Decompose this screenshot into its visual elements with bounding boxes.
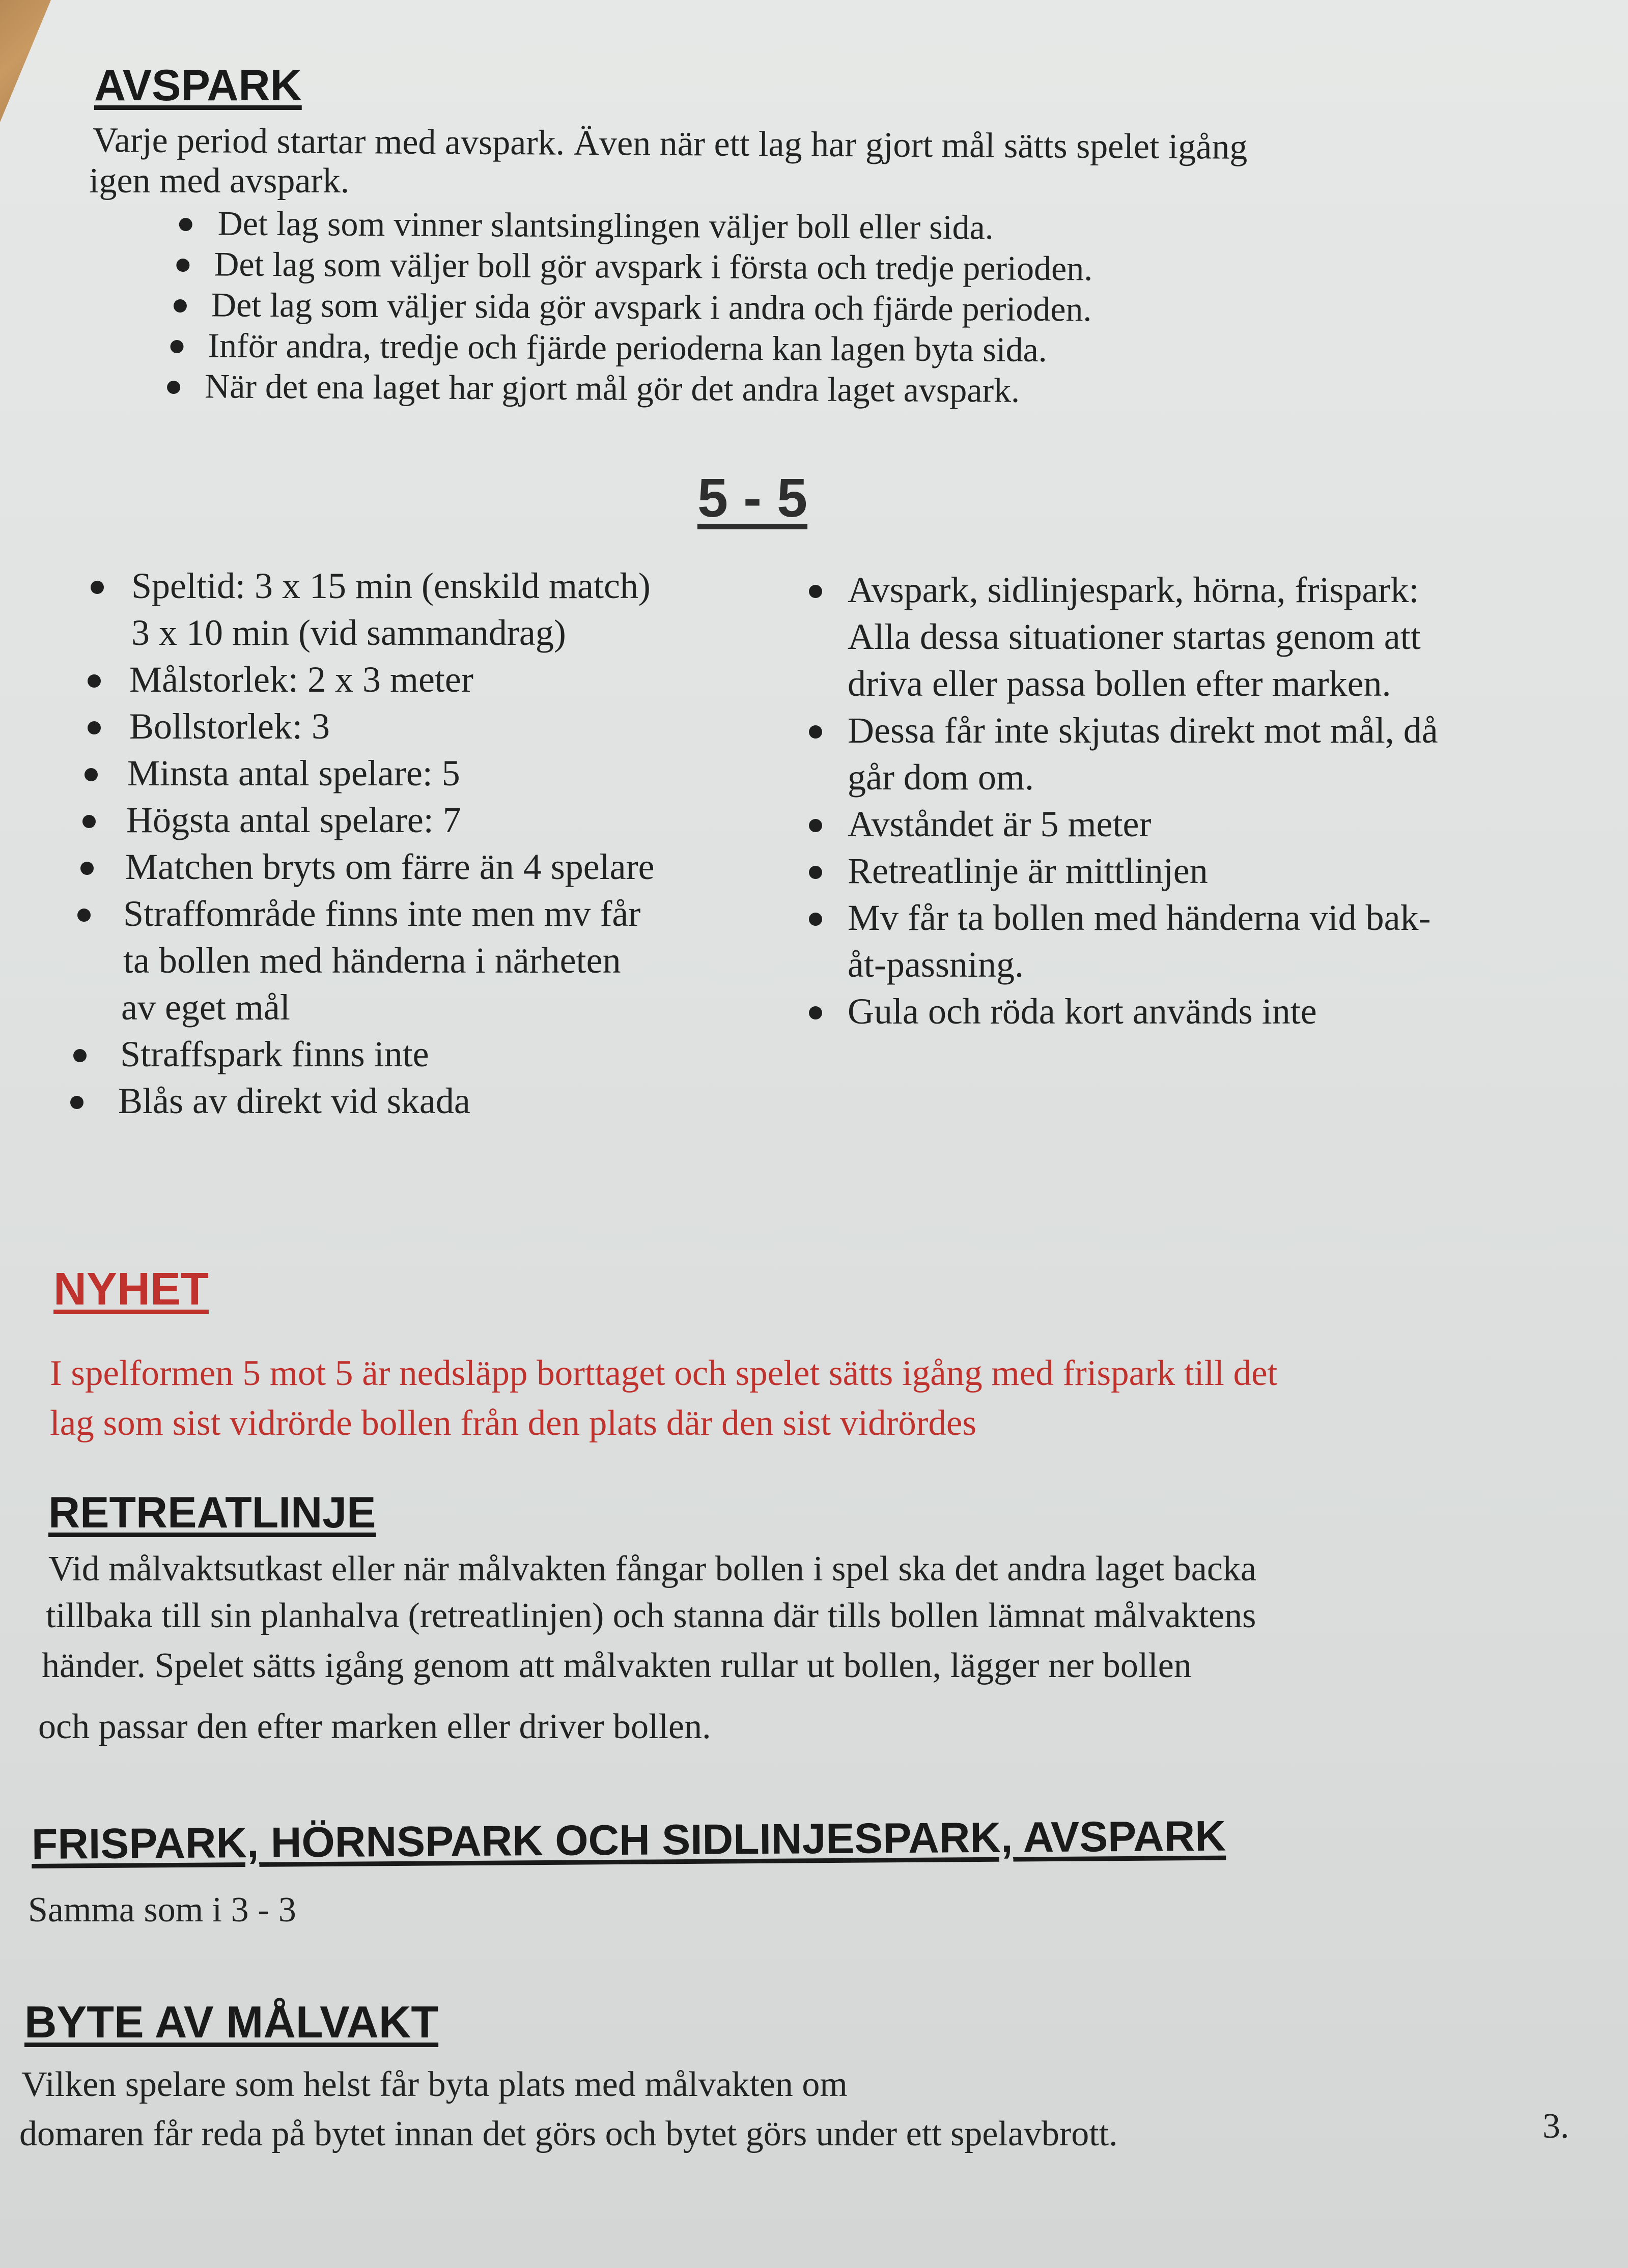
bullet-icon — [174, 299, 187, 313]
bullet-icon — [70, 1096, 83, 1109]
retreatlinje-line-2: tillbaka till sin planhalva (retreatlinjen) och stanna där tills bollen lämnat målvaktens — [46, 1596, 1256, 1635]
bullet-icon — [809, 1006, 822, 1019]
bullet-text-line: Målstorlek: 2 x 3 meter — [129, 659, 473, 700]
bullet-text-line: Dessa får inte skjutas direkt mot mål, då — [848, 710, 1438, 751]
bullet-text: Det lag som väljer sida gör avspark i andra och fjärde perioden. — [211, 285, 1092, 329]
avspark-bullet — [175, 284, 1092, 329]
bullet-text-line: Avståndet är 5 meter — [848, 804, 1152, 844]
bullet-text-line: 3 x 10 min (vid sammandrag) — [131, 612, 566, 653]
bullet-text-line: Mv får ta bollen med händerna vid bak- — [848, 897, 1431, 938]
retreatlinje-line-3: händer. Spelet sätts igång genom att målvakten rullar ut bollen, lägger ner bollen — [42, 1646, 1192, 1685]
bullet-text: När det ena laget har gjort mål gör det andra laget avspark. — [204, 366, 1020, 410]
format-heading: 5 - 5 — [697, 467, 808, 528]
avspark-bullet-list — [177, 203, 1093, 411]
bullet-text-line: Alla dessa situationer startas genom att — [848, 616, 1421, 657]
bullet-text-line: går dom om. — [848, 757, 1034, 798]
bullet-icon — [85, 768, 98, 781]
format-right-bullet — [802, 707, 1606, 801]
bullet-icon — [82, 815, 96, 828]
bullet-text: Det lag som vinner slantsinglingen väljer boll eller sida. — [217, 204, 994, 247]
byte-text-line-2: domaren får reda på bytet innan det görs och bytet görs under ett spelavbrott. — [19, 2114, 1118, 2153]
bullet-text-line: Minsta antal spelare: 5 — [127, 753, 460, 793]
bullet-text-line: av eget mål — [121, 987, 290, 1028]
bullet-icon — [73, 1049, 87, 1062]
bullet-text-line: Avspark, sidlinjespark, hörna, frispark: — [848, 570, 1419, 610]
bullet-text-line: åt-passning. — [848, 944, 1024, 985]
bullet-text-line: Högsta antal spelare: 7 — [126, 800, 461, 840]
bullet-text-line: Bollstorlek: 3 — [129, 706, 330, 747]
avspark-bullet — [170, 365, 1092, 411]
avspark-heading: AVSPARK — [94, 61, 302, 110]
format-left-bullet — [72, 1078, 804, 1124]
format-left-bullet — [77, 890, 804, 1031]
bullet-icon — [809, 819, 822, 832]
nyhet-text-line-1: I spelformen 5 mot 5 är nedsläpp borttaget och spelet sätts igång med frispark till det — [50, 1353, 1278, 1393]
bullet-text-line: Blås av direkt vid skada — [118, 1081, 470, 1121]
bullet-icon — [176, 259, 189, 272]
format-left-bullet — [74, 1031, 804, 1078]
page-number: 3. — [1542, 2107, 1569, 2146]
format-right-bullet — [802, 801, 1606, 847]
bullet-text: Inför andra, tredje och fjärde perioderna kan lagen byta sida. — [208, 326, 1047, 369]
format-left-bullet — [79, 843, 804, 890]
nyhet-heading: NYHET — [53, 1264, 209, 1315]
bullet-icon — [88, 721, 101, 734]
bullet-icon — [809, 585, 822, 598]
bullet-icon — [88, 674, 101, 688]
avspark-intro-line-2: igen med avspark. — [89, 161, 350, 201]
bullet-text-line: Matchen bryts om färre än 4 spelare — [125, 846, 655, 887]
bullet-text-line: ta bollen med händerna i närheten — [123, 940, 621, 981]
retreatlinje-heading: RETREATLINJE — [48, 1488, 376, 1537]
byte-heading: BYTE AV MÅLVAKT — [24, 1997, 439, 2047]
bullet-icon — [179, 218, 192, 231]
retreatlinje-line-1: Vid målvaktsutkast eller när målvakten fångar bollen i spel ska det andra laget backa — [48, 1549, 1256, 1589]
byte-text-line-1: Vilken spelare som helst får byta plats med målvakten om — [21, 2065, 848, 2104]
format-left-bullet — [83, 703, 804, 750]
bullet-icon — [809, 725, 822, 739]
bullet-icon — [77, 909, 91, 922]
bullet-icon — [170, 340, 183, 353]
bullet-text: Det lag som väljer boll gör avspark i första och tredje perioden. — [214, 244, 1093, 288]
bullet-text-line: Retreatlinje är mittlinjen — [848, 850, 1208, 891]
bullet-icon — [809, 913, 822, 926]
bullet-icon — [167, 381, 180, 394]
avspark-intro-line-1: Varje period startar med avspark. Även när ett lag har gjort mål sätts spelet igång — [92, 121, 1248, 167]
bullet-text-line: driva eller passa bollen efter marken. — [848, 663, 1391, 704]
bullet-icon — [809, 866, 822, 879]
format-left-column — [81, 562, 804, 1124]
avspark-bullet — [172, 325, 1092, 370]
format-right-bullet — [802, 566, 1606, 707]
bullet-icon — [80, 862, 94, 875]
format-left-bullet — [80, 797, 804, 843]
frispark-heading: FRISPARK, HÖRNSPARK OCH SIDLINJESPARK, AVSPARK — [31, 1811, 1226, 1868]
format-left-bullet — [81, 750, 804, 797]
nyhet-text-line-2: lag som sist vidrörde bollen från den plats där den sist vidrördes — [50, 1403, 976, 1443]
bullet-icon — [91, 581, 104, 594]
format-right-bullet — [802, 847, 1606, 894]
avspark-bullet — [176, 243, 1092, 289]
bullet-text-line: Straffspark finns inte — [120, 1034, 429, 1074]
avspark-bullet — [178, 203, 1093, 248]
format-right-bullet — [802, 988, 1606, 1035]
bullet-text-line: Gula och röda kort används inte — [848, 991, 1317, 1032]
format-right-bullet — [802, 894, 1606, 988]
frispark-text: Samma som i 3 - 3 — [28, 1890, 296, 1930]
retreatlinje-line-4: och passar den efter marken eller driver bollen. — [38, 1707, 711, 1746]
bullet-text-line: Straffområde finns inte men mv får — [123, 893, 641, 934]
bullet-text-line: Speltid: 3 x 15 min (enskild match) — [131, 565, 651, 606]
format-left-bullet — [83, 656, 804, 703]
format-left-bullet — [86, 562, 804, 656]
format-right-column — [802, 566, 1606, 1035]
